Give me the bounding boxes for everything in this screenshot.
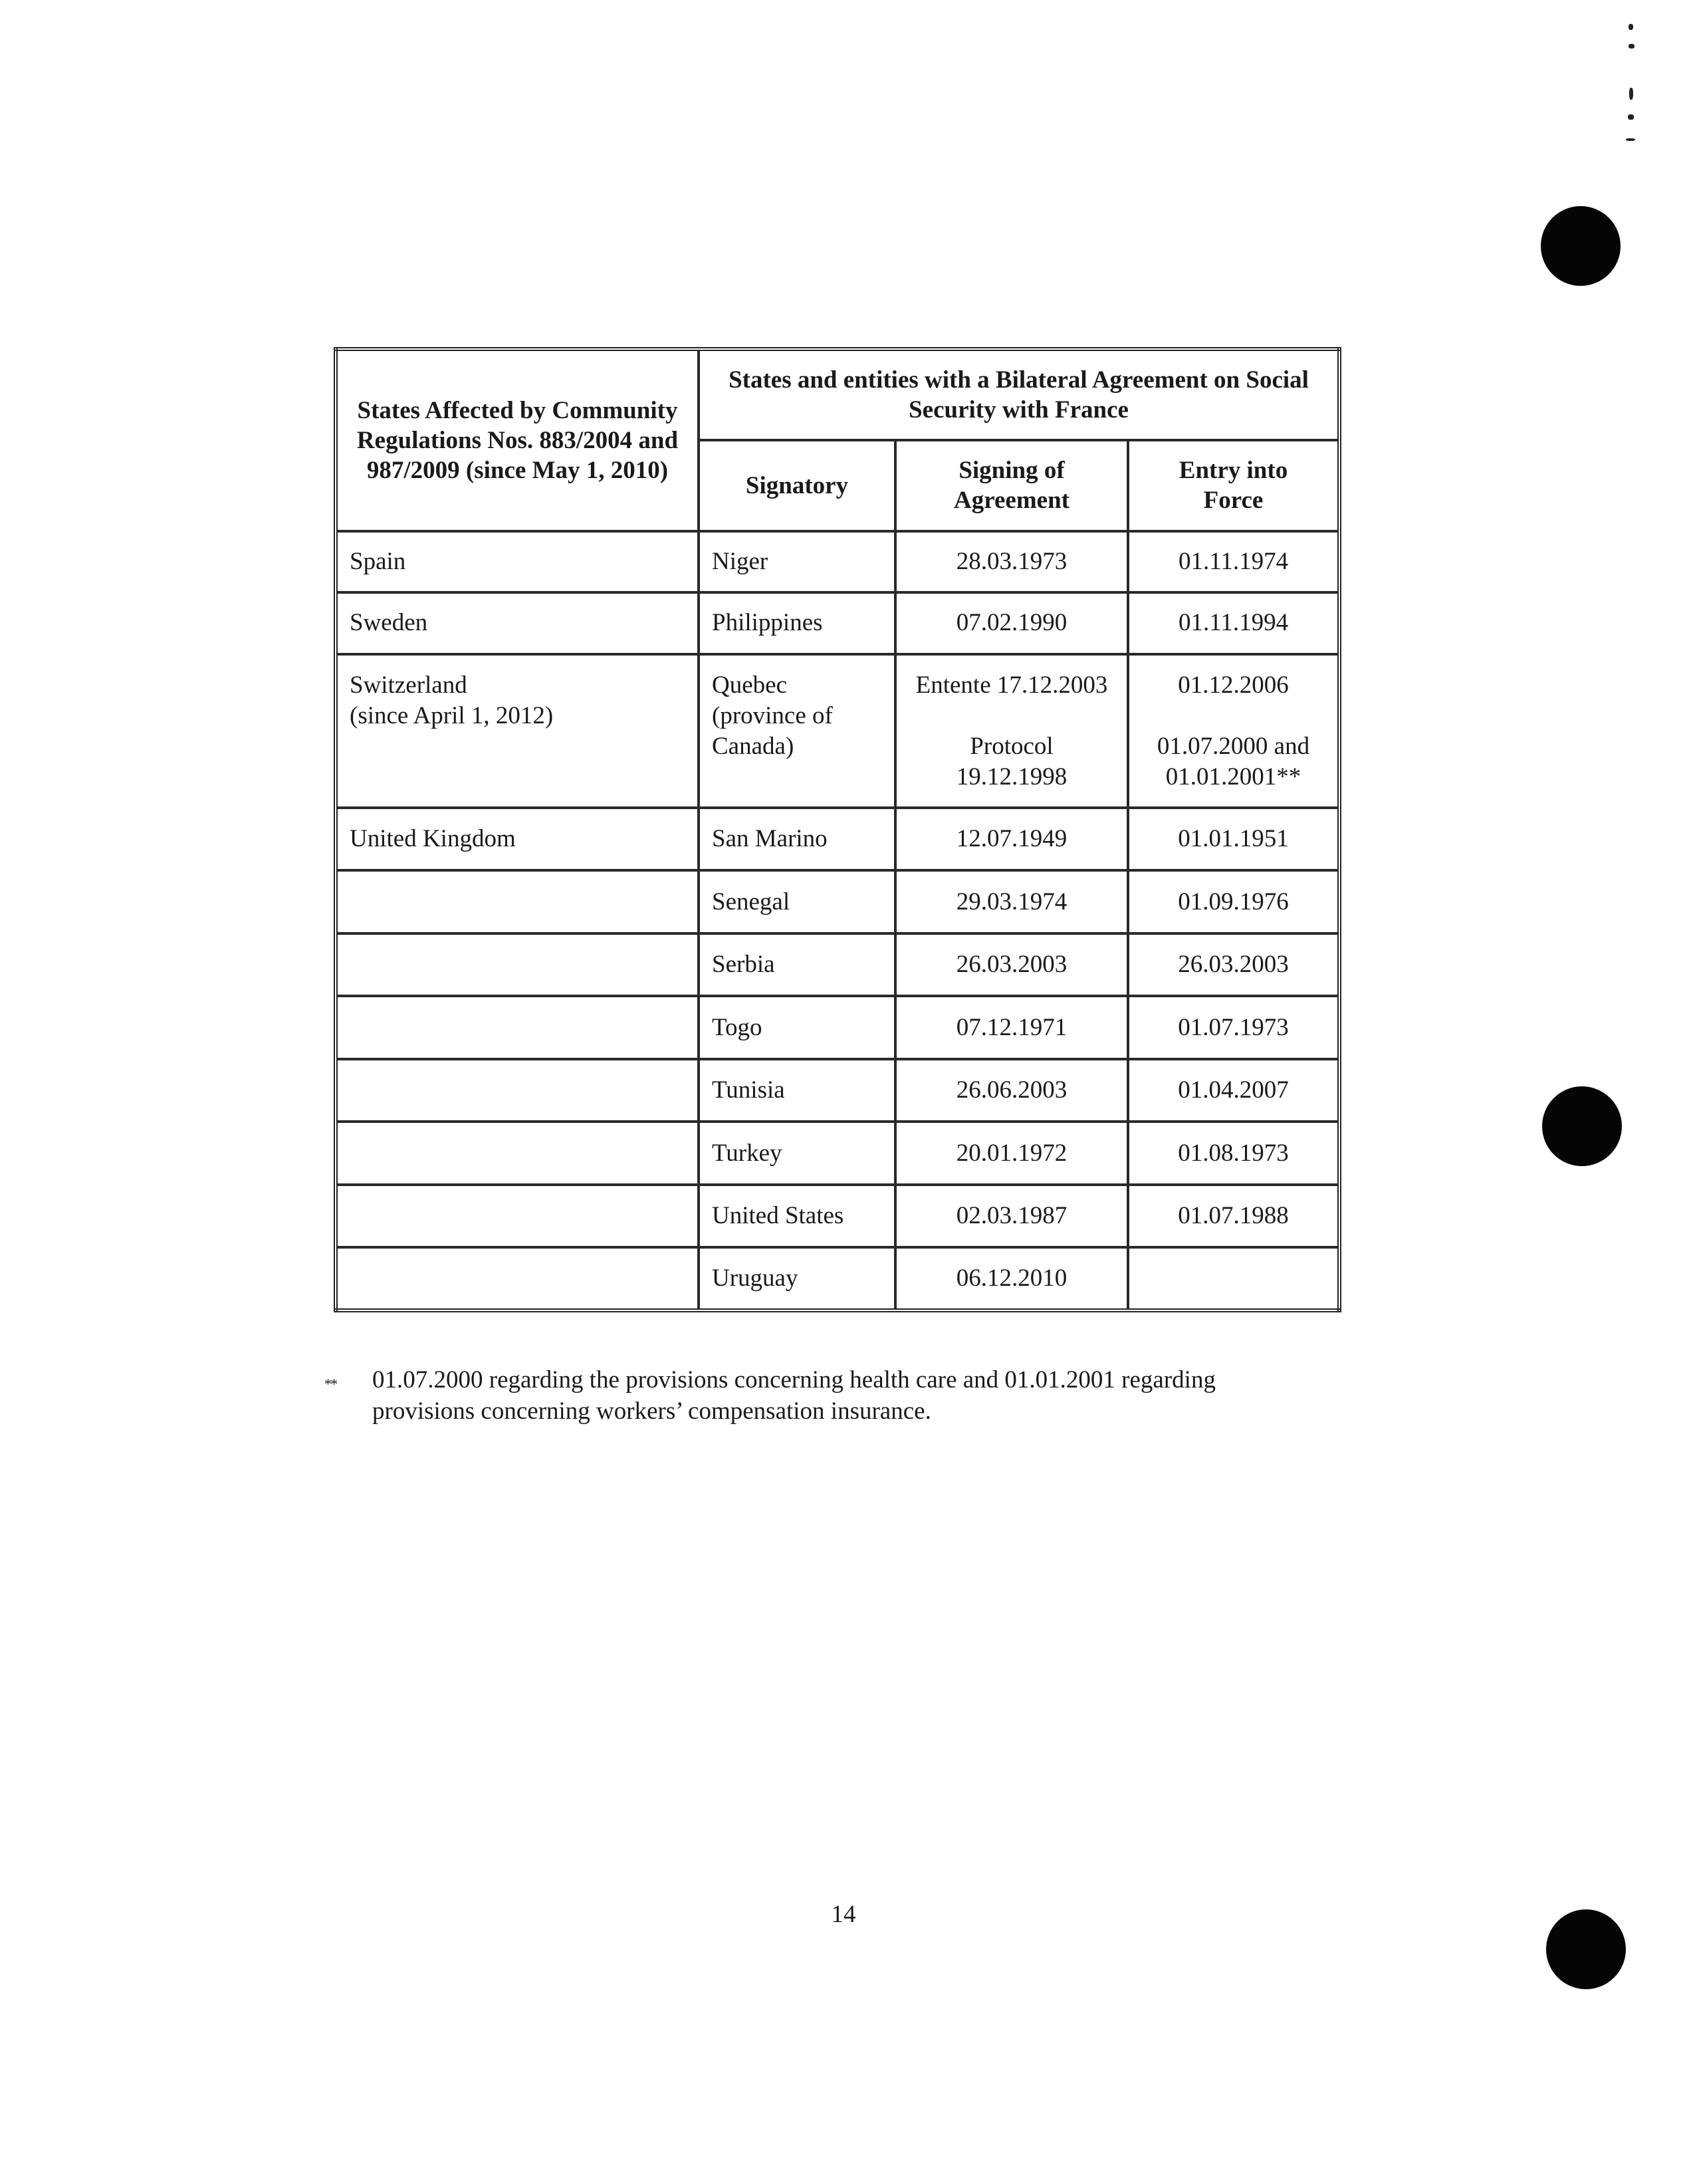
signatory-cell: Niger xyxy=(699,531,895,593)
scan-mark xyxy=(1628,114,1634,120)
punch-hole-top xyxy=(1541,206,1621,286)
signatory-cell: Uruguay xyxy=(699,1247,895,1310)
signatory-cell: San Marino xyxy=(699,808,895,871)
entry-date-cell: 01.01.1951 xyxy=(1128,808,1339,871)
table-row xyxy=(336,1185,1339,1248)
signing-date-cell: 07.02.1990 xyxy=(895,592,1128,654)
signatory-cell: Tunisia xyxy=(699,1059,895,1122)
header-signatory: Signatory xyxy=(699,440,895,531)
entry-date-cell xyxy=(1128,654,1339,808)
affected-state-cell: Spain xyxy=(336,531,699,593)
signatory-cell: Philippines xyxy=(699,592,895,654)
table-row xyxy=(336,996,1339,1059)
affected-state-cell xyxy=(336,1059,699,1122)
entry-protocol: 01.07.2000 and 01.01.2001** xyxy=(1157,732,1310,790)
signing-date-cell: 26.06.2003 xyxy=(895,1059,1128,1122)
table-row xyxy=(336,531,1339,593)
affected-state-cell: United Kingdom xyxy=(336,808,699,871)
signatory-cell: United States xyxy=(699,1185,895,1248)
affected-state-cell xyxy=(336,654,699,808)
signing-date-cell: 02.03.1987 xyxy=(895,1185,1128,1248)
table-row xyxy=(336,592,1339,654)
header-bilateral-agreement: States and entities with a Bilateral Agreement on Social Security with France xyxy=(699,349,1339,440)
signing-protocol: Protocol 19.12.1998 xyxy=(956,732,1068,790)
signing-date-cell: 12.07.1949 xyxy=(895,808,1128,871)
signatory-cell: Turkey xyxy=(699,1122,895,1185)
scan-mark xyxy=(1629,88,1633,100)
table-row xyxy=(336,1059,1339,1122)
bilateral-agreements-table xyxy=(334,347,1341,1312)
affected-state-name: Switzerland xyxy=(350,671,467,699)
signatory-cell: Serbia xyxy=(699,933,895,997)
entry-date-cell: 26.03.2003 xyxy=(1128,933,1339,997)
signatory-cell: Senegal xyxy=(699,870,895,933)
punch-hole-middle xyxy=(1542,1086,1622,1166)
affected-state-cell xyxy=(336,1185,699,1248)
footnote xyxy=(324,1364,1321,1427)
affected-state-cell xyxy=(336,1122,699,1185)
footnote-text: 01.07.2000 regarding the provisions concerning health care and 01.01.2001 regarding provisions concerning workers’ compensation insurance. xyxy=(372,1366,1216,1425)
header-signing: Signing of Agreement xyxy=(895,440,1128,531)
signatory-cell xyxy=(699,654,895,808)
entry-date-cell: 01.04.2007 xyxy=(1128,1059,1339,1122)
signing-date-cell: 06.12.2010 xyxy=(895,1247,1128,1310)
affected-state-cell xyxy=(336,1247,699,1310)
affected-state-cell: Sweden xyxy=(336,592,699,654)
signing-date-cell: 20.01.1972 xyxy=(895,1122,1128,1185)
table-row xyxy=(336,1122,1339,1185)
affected-state-cell xyxy=(336,870,699,933)
signatory-cell: Togo xyxy=(699,996,895,1059)
entry-date-cell: 01.11.1994 xyxy=(1128,592,1339,654)
affected-state-note: (since April 1, 2012) xyxy=(350,701,554,729)
entry-date-cell: 01.11.1974 xyxy=(1128,531,1339,593)
signing-date-cell: 29.03.1974 xyxy=(895,870,1128,933)
table-row xyxy=(336,933,1339,997)
table-row xyxy=(336,1247,1339,1310)
entry-date-cell: 01.07.1973 xyxy=(1128,996,1339,1059)
table-row xyxy=(336,808,1339,871)
affected-state-cell xyxy=(336,933,699,997)
signing-entente: Entente 17.12.2003 xyxy=(915,671,1108,699)
signatory-name: Quebec xyxy=(712,671,787,699)
entry-date-cell: 01.09.1976 xyxy=(1128,870,1339,933)
signing-date-cell: 28.03.1973 xyxy=(895,531,1128,593)
signing-date-cell: 26.03.2003 xyxy=(895,933,1128,997)
scan-mark xyxy=(1626,138,1635,141)
signing-date-cell xyxy=(895,654,1128,808)
scan-mark xyxy=(1629,24,1633,30)
footnote-mark: ** xyxy=(324,1376,336,1392)
signatory-note: (province of Canada) xyxy=(712,701,833,760)
signing-date-cell: 07.12.1971 xyxy=(895,996,1128,1059)
entry-date-cell xyxy=(1128,1247,1339,1310)
scan-mark xyxy=(1629,44,1634,49)
affected-state-cell xyxy=(336,996,699,1059)
entry-entente: 01.12.2006 xyxy=(1178,671,1289,699)
table-row xyxy=(336,870,1339,933)
page-number: 14 xyxy=(831,1901,856,1928)
entry-date-cell: 01.08.1973 xyxy=(1128,1122,1339,1185)
header-entry: Entry into Force xyxy=(1128,440,1339,531)
header-affected-states: States Affected by Community Regulations Nos. 883/2004 and 987/2009 (since May 1, 2010) xyxy=(336,349,699,531)
entry-date-cell: 01.07.1988 xyxy=(1128,1185,1339,1248)
table-row xyxy=(336,654,1339,808)
